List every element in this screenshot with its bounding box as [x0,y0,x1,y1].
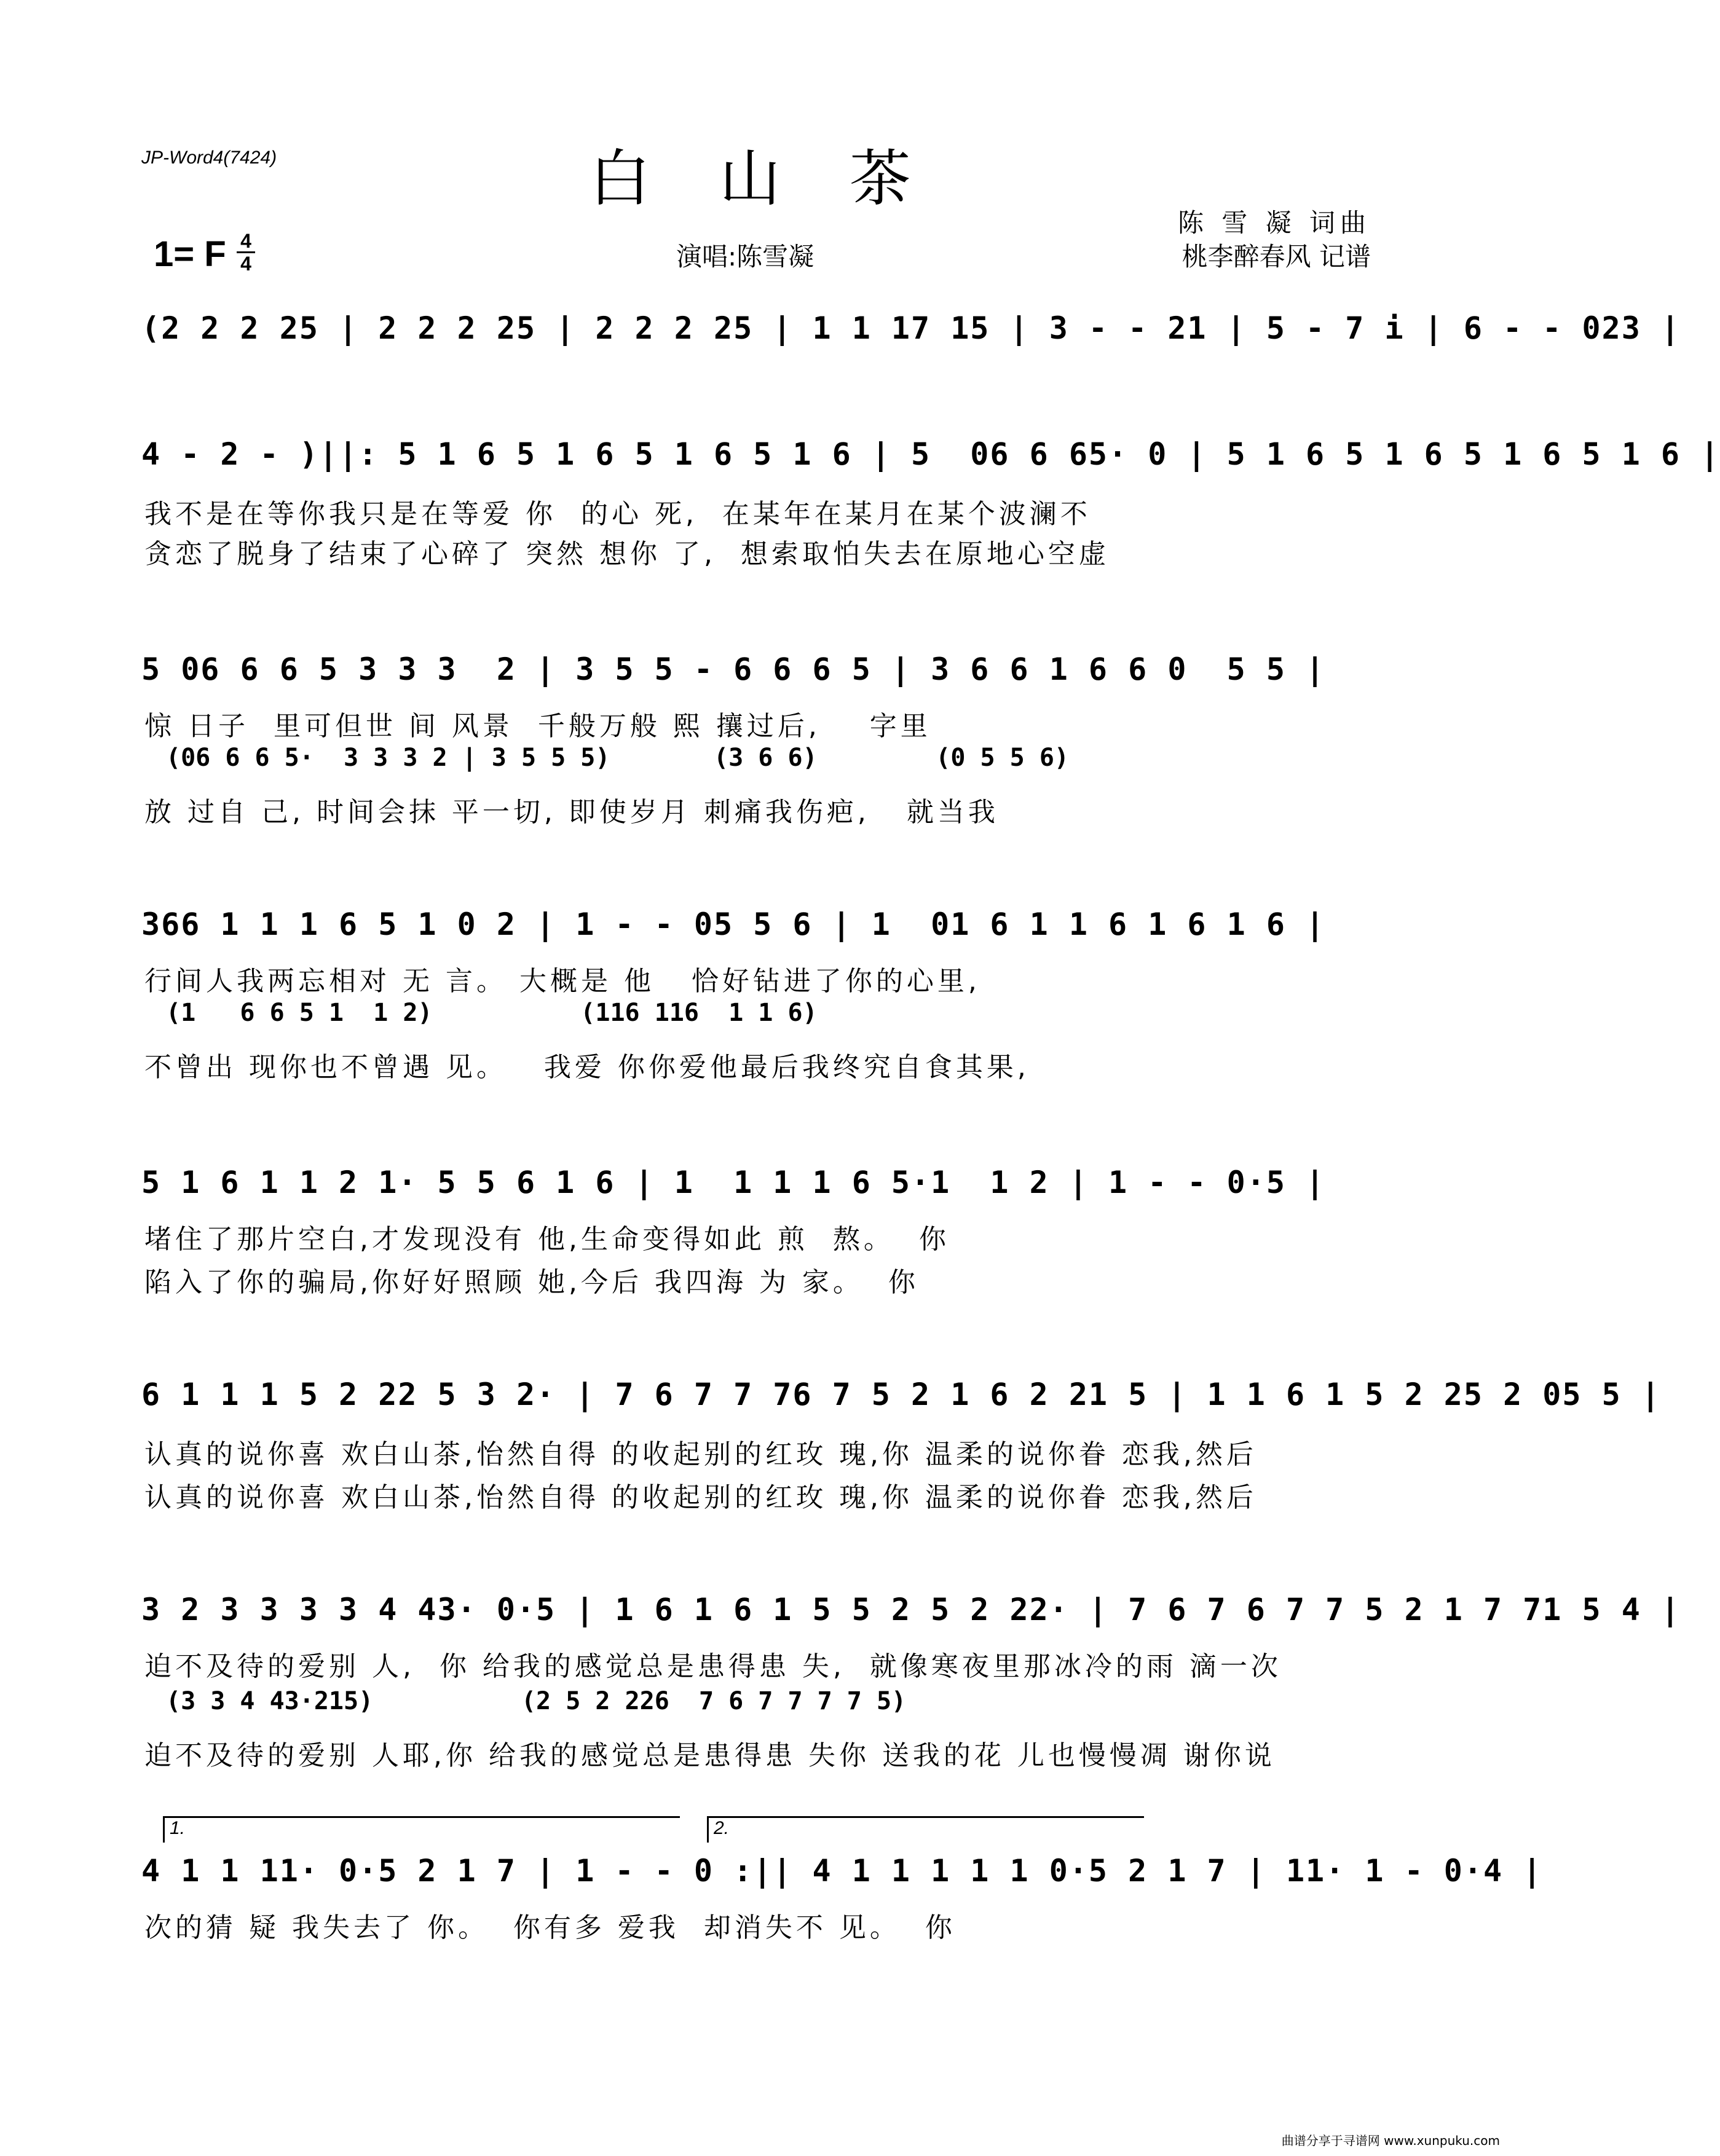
notation-line-7: 3 2 3 3 3 3 4 43· 0·5 | 1 6 1 6 1 5 5 2 5 2 22· | 7 6 7 6 7 7 5 2 1 7 71 5 4 | [141,1592,1681,1627]
key-signature: 1= F [154,234,226,274]
lyric-line-2b: 贪恋了脱身了结束了心碎了 突然 想你 了, 想索取怕失去在原地心空虚 [144,538,1110,570]
singer-credit: 演唱:陈雪凝 [676,242,815,272]
lyric-line-4a: 行间人我两忘相对 无 言。 大概是 他 恰好钻进了你的心里, [144,966,980,997]
sub-notation-line-3: (06 6 6 5· 3 3 3 2 | 3 5 5 5) (3 6 6) (0 5 5 6) [166,744,1070,772]
lyric-line-7b: 迫不及待的爱别 人耶,你 给我的感觉总是患得患 失你 送我的花 儿也慢慢凋 谢你说 [144,1740,1276,1771]
volta-first-ending: 1. [163,1816,680,1843]
software-tag: JP-Word4(7424) [141,148,277,168]
sub-notation-line-7: (3 3 4 43·215) (2 5 2 226 7 6 7 7 7 7 5) [166,1687,907,1715]
lyric-line-3a: 惊 日子 里可但世 间 风景 千般万般 熙 攘过后, 字里 [144,710,931,742]
lyric-line-5b: 陷入了你的骗局,你好好照顾 她,今后 我四海 为 家。 你 [144,1267,919,1298]
notation-line-3: 5 06 6 6 5 3 3 3 2 | 3 5 5 - 6 6 6 5 | 3 6 6 1 6 6 0 5 5 | [141,651,1326,687]
time-signature-bottom: 4 [237,251,255,274]
notator-credit: 桃李醉春风 记谱 [1182,242,1371,272]
notation-line-4: 366 1 1 1 6 5 1 0 2 | 1 - - 05 5 6 | 1 01 6 1 1 6 1 6 1 6 | [141,907,1326,942]
lyric-line-8a: 次的猜 疑 我失去了 你。 你有多 爱我 却消失不 见。 你 [144,1912,956,1943]
lyric-line-2a: 我不是在等你我只是在等爱 你 的心 死, 在某年在某月在某个波澜不 [144,498,1091,530]
notation-line-2: 4 - 2 - )||: 5 1 6 5 1 6 5 1 6 5 1 6 | 5 06 6 65· 0 | 5 1 6 5 1 6 5 1 6 5 1 6 | [141,436,1720,472]
notation-line-6: 6 1 1 1 5 2 22 5 3 2· | 7 6 7 7 76 7 5 2 1 6 2 21 5 | 1 1 6 1 5 2 25 2 05 5 | [141,1377,1661,1412]
notation-line-1: (2 2 2 25 | 2 2 2 25 | 2 2 2 25 | 1 1 17 15 | 3 - - 21 | 5 - 7 i | 6 - - 023 | [141,310,1681,346]
notation-line-5: 5 1 6 1 1 2 1· 5 5 6 1 6 | 1 1 1 1 6 5·1 1 2 | 1 - - 0·5 | [141,1165,1326,1200]
lyric-line-4b: 不曾出 现你也不曾遇 见。 我爱 你你爱他最后我终究自食其果, [144,1052,1030,1083]
time-signature [237,230,255,274]
lyric-line-6b: 认真的说你喜 欢白山茶,怡然自得 的收起别的红玫 瑰,你 温柔的说你眷 恋我,然后 [144,1482,1257,1513]
volta-second-ending: 2. [707,1816,1144,1843]
time-signature-top: 4 [240,230,251,252]
composer-credit: 陈 雪 凝 词曲 [1177,208,1371,238]
lyric-line-5a: 堵住了那片空白,才发现没有 他,生命变得如此 煎 熬。 你 [144,1224,950,1255]
lyric-line-7a: 迫不及待的爱别 人, 你 给我的感觉总是患得患 失, 就像寒夜里那冰冷的雨 滴一次 [144,1651,1282,1682]
lyric-line-3b: 放 过自 己, 时间会抹 平一切, 即使岁月 刺痛我伤疤, 就当我 [144,797,999,828]
notation-line-8: 4 1 1 11· 0·5 2 1 7 | 1 - - 0 :|| 4 1 1 1 1 1 0·5 2 1 7 | 11· 1 - 0·4 | [141,1853,1543,1889]
lyric-line-6a: 认真的说你喜 欢白山茶,怡然自得 的收起别的红玫 瑰,你 温柔的说你眷 恋我,然后 [144,1439,1257,1470]
sub-notation-line-4: (1 6 6 5 1 1 2) (116 116 1 1 6) [166,999,818,1027]
footer-watermark: 曲谱分享于寻谱网 www.xunpuku.com [1281,2133,1500,2148]
song-title: 白 山 茶 [589,143,936,214]
